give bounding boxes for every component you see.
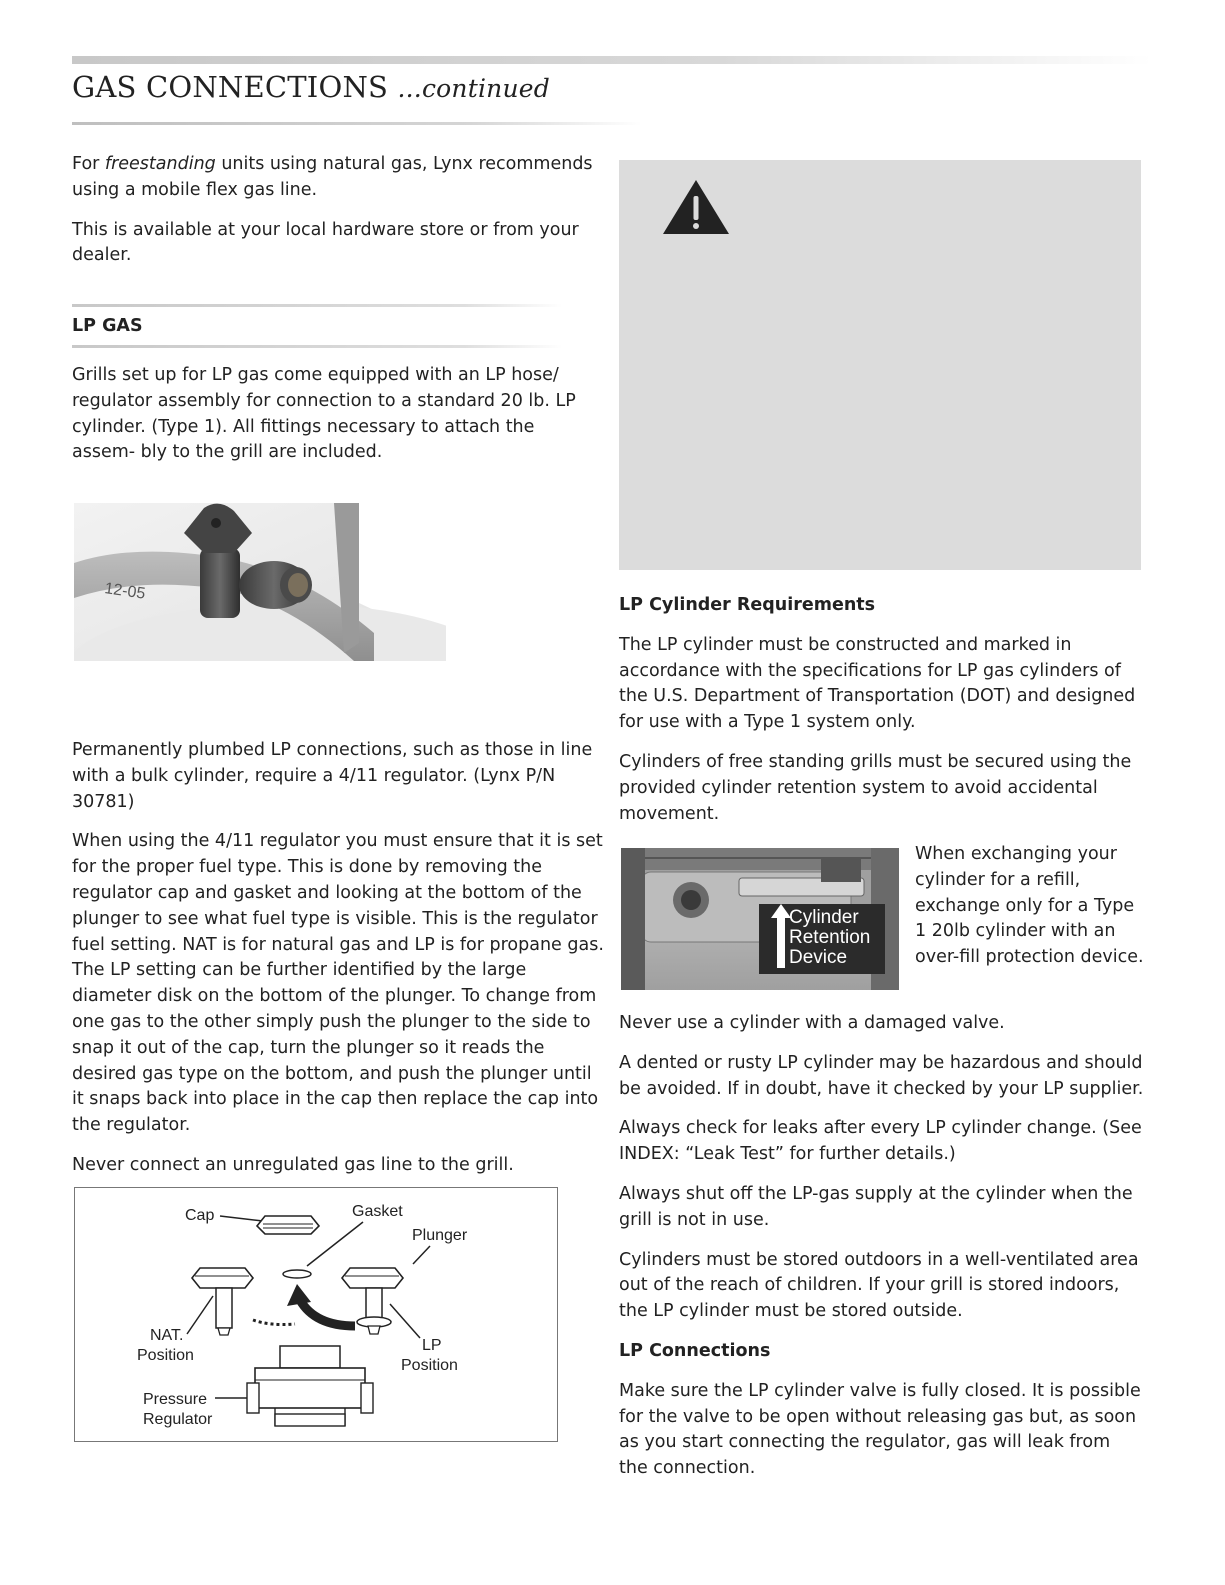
retention-label-line1: Cylinder	[789, 907, 859, 928]
top-rule	[72, 56, 1152, 64]
diagram-label-nat-line2: Position	[137, 1347, 194, 1364]
never-connect-paragraph: Never connect an unregulated gas line to the grill.	[72, 1154, 514, 1175]
damaged-valve-paragraph: Never use a cylinder with a damaged valve.	[619, 1013, 1005, 1033]
diagram-label-nat-line1: NAT.	[150, 1327, 184, 1344]
retention-label-line2: Retention	[789, 927, 871, 948]
section-rule-bottom	[72, 345, 562, 348]
diagram-label-plunger: Plunger	[412, 1227, 468, 1244]
intro-paragraph-1: For freestanding units using natural gas, Lynx recommends using a mobile flex gas line.	[72, 154, 593, 200]
regulator-text	[72, 738, 607, 1193]
lp-gas-heading: LP GAS	[72, 316, 143, 336]
title-underline	[72, 122, 642, 125]
dented-cylinder-paragraph: A dented or rusty LP cylinder may be hazardous and should be avoided. If in doubt, have it checked by your LP supplier.	[619, 1052, 1144, 1099]
warning-box	[619, 160, 1141, 570]
retention-device-image	[621, 848, 899, 990]
cylinder-requirements	[619, 593, 1144, 841]
diagram-label-regulator-line2: Regulator	[143, 1411, 213, 1428]
intro-paragraph-2: This is available at your local hardware store or from your dealer.	[72, 219, 579, 266]
requirements-paragraph-2: Cylinders of free standing grills must be secured using the provided cylinder retention system to avoid accidental movement.	[619, 751, 1132, 824]
diagram-label-lp-line2: Position	[401, 1357, 458, 1374]
retention-label-line3: Device	[789, 947, 848, 968]
diagram-label-cap: Cap	[185, 1207, 215, 1224]
section-rule-top	[72, 304, 562, 307]
exchange-paragraph: When exchanging your cylinder for a refill, exchange only for a Type 1 20lb cylinder with an over-fill protection device.	[915, 844, 1144, 968]
regulator-diagram	[74, 1187, 558, 1442]
cylinder-valve-image	[74, 503, 446, 661]
regulator-diagram-image	[75, 1188, 557, 1441]
warning-triangle-icon	[661, 178, 731, 236]
requirements-paragraph-1: The LP cylinder must be constructed and marked in accordance with the specifications for LP gas cylinders of the U.S. Department of Transportation (DOT) and designed for use with a Type 1 system only.	[619, 634, 1136, 733]
lp-connections-paragraph: Make sure the LP cylinder valve is fully closed. It is possible for the valve to be open without releasing gas but, as soon as you start connecting the regulator, gas will leak from the connection.	[619, 1380, 1141, 1479]
intro-text	[72, 152, 602, 283]
lp-connections-heading: LP Connections	[619, 1340, 771, 1361]
plumbed-paragraph: Permanently plumbed LP connections, such as those in line with a bulk cylinder, require a 4/11 regulator. (Lynx P/N 30781)	[72, 740, 593, 812]
diagram-label-regulator-line1: Pressure	[143, 1391, 208, 1408]
shutoff-paragraph: Always shut off the LP-gas supply at the cylinder when the grill is not in use.	[619, 1183, 1133, 1230]
diagram-label-gasket: Gasket	[352, 1203, 403, 1220]
retention-device-photo	[621, 848, 899, 990]
page-title: GAS CONNECTIONS ...continued	[72, 70, 550, 104]
title-suffix: ...continued	[397, 74, 550, 103]
storage-paragraph: Cylinders must be stored outdoors in a well-ventilated area out of the reach of children. If your grill is stored indoors, the LP cylinder must be stored outside.	[619, 1249, 1139, 1322]
cylinder-valve-photo	[74, 503, 446, 661]
exchange-text	[915, 842, 1145, 985]
cylinder-safety-text	[619, 1011, 1144, 1496]
valve-stamp-text: 12-05	[103, 580, 147, 603]
diagram-label-lp-line1: LP	[422, 1337, 442, 1354]
leak-check-paragraph: Always check for leaks after every LP cylinder change. (See INDEX: “Leak Test” for further details.)	[619, 1118, 1142, 1165]
regulator-paragraph: When using the 4/11 regulator you must ensure that it is set for the proper fuel type. This is done by removing the regulator cap and gasket and looking at the bottom of the plunger to see what fuel type is visible. This is the regulator fuel setting. NAT is for natural gas and LP is for propane gas. The LP setting can be further identified by the large diameter disk on the bottom of the plunger. To change from one gas to the other simply push the plunger to the side to snap it out of the cap, turn the plunger so it reads the desired gas type on the bottom, and push the plunger until it snaps back into place in the cap then replace the cap into the regulator.	[72, 831, 604, 1136]
cylinder-requirements-heading: LP Cylinder Requirements	[619, 595, 876, 615]
lp-gas-paragraph: Grills set up for LP gas come equipped with an LP hose/ regulator assembly for connection to a standard 20 lb. LP cylinder. (Type 1). All fittings necessary to attach the assem- bly to the grill are included.	[72, 365, 576, 463]
lp-gas-section	[72, 304, 562, 348]
lp-gas-text	[72, 363, 602, 480]
